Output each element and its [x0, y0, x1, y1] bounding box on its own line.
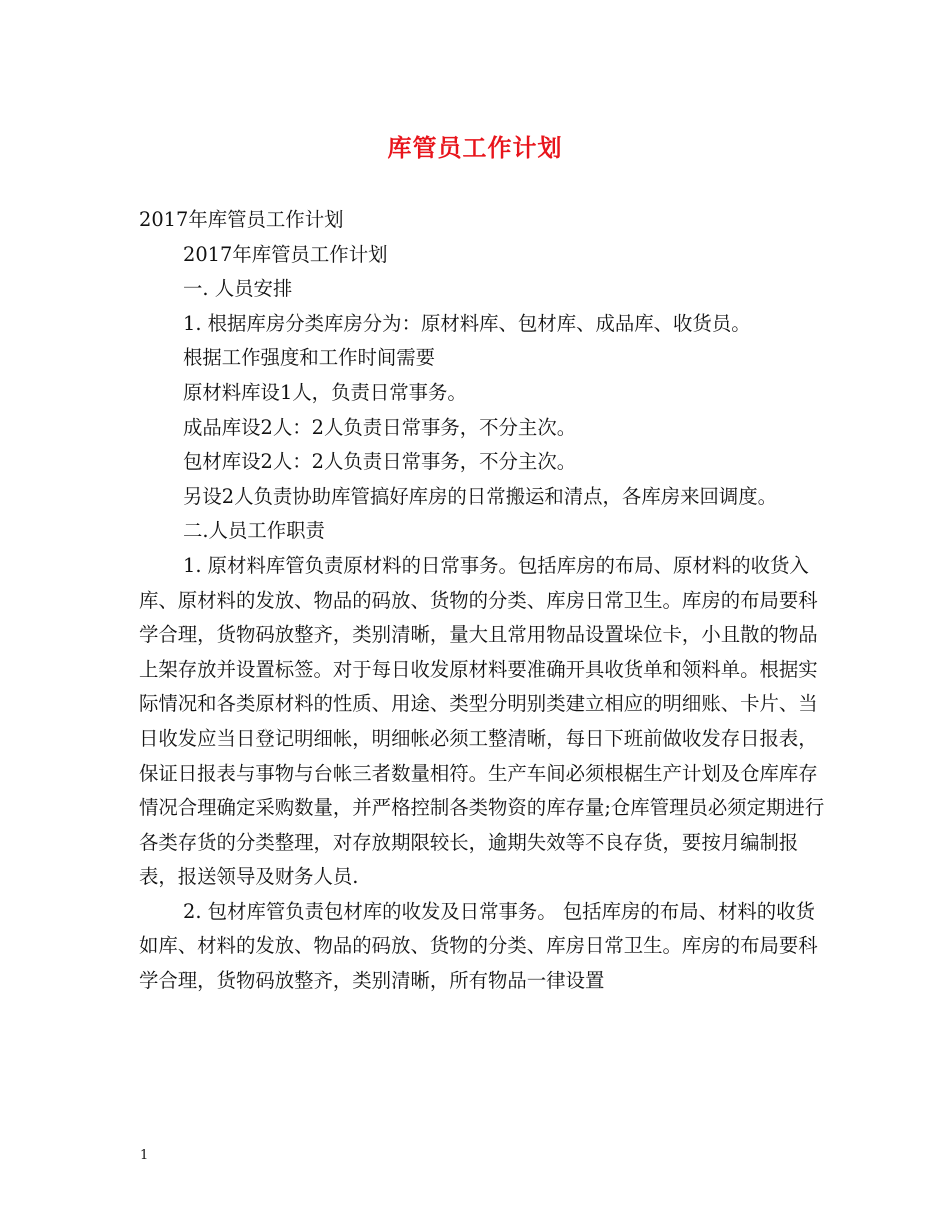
- paragraph-heading-line: 2017年库管员工作计划: [139, 208, 344, 231]
- paragraph-packaging-staff: 包材库设2人：2人负责日常事务，不分主次。: [183, 450, 577, 474]
- paragraph-raw-material-duties: 1. 原材料库管负责原材料的日常事务。包括库房的布局、原材料的收货入库、原材料的发放、物品的码放、货物的分类、库房日常卫生。库房的布局要科学合理，货物码放整齐，类别清晰，量大且常用物品设置垛位卡，小且散的物品上架存放并设置标签。对于每日收发原材料要准确开具收货单和领料单。根据实际情况和各类原材料的性质、用途、类型分明别类建立相应的明细账、卡片、当日收发应当日登记明细帐，明细帐必须工整清晰，每日下班前做收发存日报表，保证日报表与事物与台帐三者数量相符。生产车间必须根椐生产计划及仓库库存情况合理确定采购数量，并严格控制各类物资的库存量;仓库管理员必须定期进行各类存货的分类整理，对存放期限较长，逾期失效等不良存货，要按月编制报表，报送领导及财务人员.: [139, 553, 825, 889]
- paragraph-warehouse-categories: 1. 根据库房分类库房分为：原材料库、包材库、成品库、收货员。: [183, 311, 751, 335]
- paragraph-finished-goods-staff: 成品库设2人：2人负责日常事务，不分主次。: [183, 415, 577, 439]
- section-heading-duties: 二.人员工作职责: [183, 519, 325, 543]
- paragraph-packaging-duties: 2. 包材库管负责包材库的收发及日常事务。 包括库房的布局、材料的收货如库、材料的发放、物品的码放、货物的分类、库房日常卫生。库房的布局要科学合理，货物码放整齐，类别清晰，所有物品一律设置: [139, 899, 818, 993]
- paragraph-assistant-staff: 另设2人负责协助库管搞好库房的日常搬运和清点，各库房来回调度。: [183, 484, 778, 508]
- paragraph-subtitle: 2017年库管员工作计划: [183, 242, 388, 266]
- paragraph-workload-basis: 根据工作强度和工作时间需要: [183, 346, 436, 370]
- page-number: 1: [140, 1148, 149, 1163]
- paragraph-raw-material-staff: 原材料库设1人，负责日常事务。: [183, 380, 467, 404]
- document-body: [139, 203, 829, 999]
- page-title: 库管员工作计划: [387, 133, 563, 162]
- section-heading-staffing: 一. 人员安排: [183, 277, 293, 301]
